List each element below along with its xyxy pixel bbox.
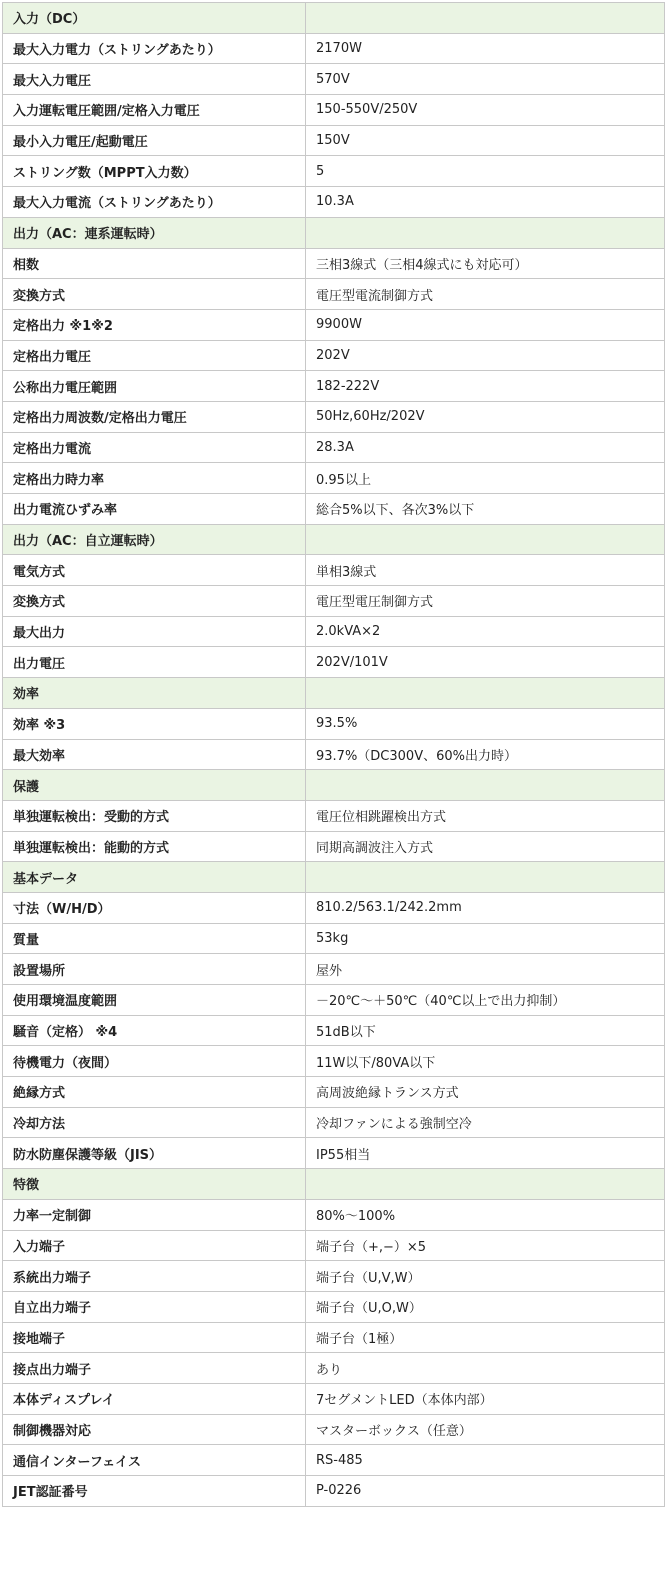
spec-table <box>2 2 665 1507</box>
spec-row <box>3 1015 665 1046</box>
spec-label: 最大入力電圧 <box>3 64 306 95</box>
spec-value: IP55相当 <box>306 1138 665 1169</box>
spec-value: 端子台（U,V,W） <box>306 1261 665 1292</box>
spec-row <box>3 340 665 371</box>
spec-row <box>3 1046 665 1077</box>
spec-value: あり <box>306 1353 665 1384</box>
spec-label: 系統出力端子 <box>3 1261 306 1292</box>
section-header-row <box>3 1169 665 1200</box>
spec-label: 入力端子 <box>3 1230 306 1261</box>
spec-row <box>3 1077 665 1108</box>
spec-label: 防水防塵保護等級（JIS） <box>3 1138 306 1169</box>
spec-label: 単独運転検出：能動的方式 <box>3 831 306 862</box>
spec-label: 接点出力端子 <box>3 1353 306 1384</box>
spec-value: 高周波絶縁トランス方式 <box>306 1077 665 1108</box>
spec-value: 51dB以下 <box>306 1015 665 1046</box>
spec-row <box>3 985 665 1016</box>
spec-row <box>3 1138 665 1169</box>
section-header-row <box>3 217 665 248</box>
spec-value: マスターボックス（任意） <box>306 1414 665 1445</box>
spec-row <box>3 463 665 494</box>
section-header-row <box>3 770 665 801</box>
section-value-empty <box>306 3 665 34</box>
spec-value: 10.3A <box>306 187 665 218</box>
spec-row <box>3 647 665 678</box>
section-header-row <box>3 862 665 893</box>
section-title: 基本データ <box>3 862 306 893</box>
spec-row <box>3 1322 665 1353</box>
spec-value: 50Hz,60Hz/202V <box>306 401 665 432</box>
spec-label: 騒音（定格） ※4 <box>3 1015 306 1046</box>
spec-label: 制御機器対応 <box>3 1414 306 1445</box>
spec-value: 150V <box>306 125 665 156</box>
spec-row <box>3 371 665 402</box>
spec-label: 最大効率 <box>3 739 306 770</box>
spec-label: 自立出力端子 <box>3 1291 306 1322</box>
spec-label: 定格出力 ※1※2 <box>3 309 306 340</box>
spec-label: 出力電流ひずみ率 <box>3 494 306 525</box>
spec-value: 総合5%以下、各次3%以下 <box>306 494 665 525</box>
spec-value: 182-222V <box>306 371 665 402</box>
spec-value: 端子台（+,−）×5 <box>306 1230 665 1261</box>
spec-row <box>3 616 665 647</box>
spec-row <box>3 309 665 340</box>
spec-value: 同期高調波注入方式 <box>306 831 665 862</box>
spec-table-body <box>3 3 665 1507</box>
spec-label: 冷却方法 <box>3 1107 306 1138</box>
spec-value: 11W以下/80VA以下 <box>306 1046 665 1077</box>
spec-value: 7セグメントLED（本体内部） <box>306 1383 665 1414</box>
section-title: 保護 <box>3 770 306 801</box>
spec-label: 最大入力電力（ストリングあたり） <box>3 33 306 64</box>
spec-label: 変換方式 <box>3 586 306 617</box>
spec-value: 2170W <box>306 33 665 64</box>
section-value-empty <box>306 678 665 709</box>
spec-value: P-0226 <box>306 1476 665 1507</box>
spec-value: 202V <box>306 340 665 371</box>
spec-row <box>3 432 665 463</box>
spec-row <box>3 494 665 525</box>
spec-value: 202V/101V <box>306 647 665 678</box>
spec-row <box>3 156 665 187</box>
section-title: 効率 <box>3 678 306 709</box>
spec-value: RS-485 <box>306 1445 665 1476</box>
spec-label: 電気方式 <box>3 555 306 586</box>
spec-value: 単相3線式 <box>306 555 665 586</box>
spec-row <box>3 187 665 218</box>
section-header-row <box>3 678 665 709</box>
spec-label: 接地端子 <box>3 1322 306 1353</box>
spec-row <box>3 279 665 310</box>
spec-row <box>3 954 665 985</box>
section-header-row <box>3 3 665 34</box>
spec-row <box>3 892 665 923</box>
spec-row <box>3 401 665 432</box>
spec-row <box>3 1107 665 1138</box>
spec-row <box>3 1199 665 1230</box>
spec-label: 公称出力電圧範囲 <box>3 371 306 402</box>
spec-row <box>3 1230 665 1261</box>
spec-label: 出力電圧 <box>3 647 306 678</box>
spec-value: 93.7%（DC300V、60%出力時） <box>306 739 665 770</box>
spec-label: 絶縁方式 <box>3 1077 306 1108</box>
spec-value: 電圧位相跳躍検出方式 <box>306 800 665 831</box>
spec-label: 最大出力 <box>3 616 306 647</box>
spec-row <box>3 1261 665 1292</box>
spec-label: 定格出力時力率 <box>3 463 306 494</box>
section-value-empty <box>306 770 665 801</box>
spec-value: 9900W <box>306 309 665 340</box>
spec-row <box>3 739 665 770</box>
section-header-row <box>3 524 665 555</box>
spec-row <box>3 1383 665 1414</box>
spec-row <box>3 831 665 862</box>
spec-row <box>3 586 665 617</box>
spec-value: 屋外 <box>306 954 665 985</box>
spec-value: 三相3線式（三相4線式にも対応可） <box>306 248 665 279</box>
spec-value: 冷却ファンによる強制空冷 <box>306 1107 665 1138</box>
spec-label: 定格出力電圧 <box>3 340 306 371</box>
spec-row <box>3 923 665 954</box>
spec-label: 質量 <box>3 923 306 954</box>
spec-label: 変換方式 <box>3 279 306 310</box>
spec-label: 使用環境温度範囲 <box>3 985 306 1016</box>
section-title: 入力（DC） <box>3 3 306 34</box>
spec-row <box>3 125 665 156</box>
spec-value: 2.0kVA×2 <box>306 616 665 647</box>
spec-row <box>3 1476 665 1507</box>
spec-row <box>3 64 665 95</box>
spec-value: －20℃～＋50℃（40℃以上で出力抑制） <box>306 985 665 1016</box>
spec-row <box>3 1445 665 1476</box>
spec-label: 効率 ※3 <box>3 708 306 739</box>
spec-value: 28.3A <box>306 432 665 463</box>
spec-row <box>3 1353 665 1384</box>
section-value-empty <box>306 1169 665 1200</box>
spec-label: 定格出力電流 <box>3 432 306 463</box>
spec-value: 電圧型電圧制御方式 <box>306 586 665 617</box>
spec-value: 570V <box>306 64 665 95</box>
spec-label: 最大入力電流（ストリングあたり） <box>3 187 306 218</box>
spec-value: 150-550V/250V <box>306 95 665 126</box>
spec-row <box>3 95 665 126</box>
spec-value: 電圧型電流制御方式 <box>306 279 665 310</box>
spec-label: ストリング数（MPPT入力数） <box>3 156 306 187</box>
section-title: 出力（AC：連系運転時） <box>3 217 306 248</box>
spec-value: 0.95以上 <box>306 463 665 494</box>
spec-label: 寸法（W/H/D） <box>3 892 306 923</box>
section-value-empty <box>306 217 665 248</box>
spec-row <box>3 555 665 586</box>
section-title: 出力（AC：自立運転時） <box>3 524 306 555</box>
spec-value: 端子台（1極） <box>306 1322 665 1353</box>
spec-value: 53kg <box>306 923 665 954</box>
spec-label: 通信インターフェイス <box>3 1445 306 1476</box>
spec-value: 810.2/563.1/242.2mm <box>306 892 665 923</box>
spec-value: 5 <box>306 156 665 187</box>
section-title: 特徴 <box>3 1169 306 1200</box>
spec-label: JET認証番号 <box>3 1476 306 1507</box>
spec-label: 相数 <box>3 248 306 279</box>
spec-label: 入力運転電圧範囲/定格入力電圧 <box>3 95 306 126</box>
spec-label: 力率一定制御 <box>3 1199 306 1230</box>
spec-value: 端子台（U,O,W） <box>306 1291 665 1322</box>
spec-label: 単独運転検出：受動的方式 <box>3 800 306 831</box>
spec-row <box>3 248 665 279</box>
section-value-empty <box>306 862 665 893</box>
section-value-empty <box>306 524 665 555</box>
spec-row <box>3 800 665 831</box>
spec-label: 本体ディスプレイ <box>3 1383 306 1414</box>
spec-row <box>3 1414 665 1445</box>
spec-value: 80%～100% <box>306 1199 665 1230</box>
spec-label: 待機電力（夜間） <box>3 1046 306 1077</box>
spec-label: 定格出力周波数/定格出力電圧 <box>3 401 306 432</box>
spec-row <box>3 33 665 64</box>
spec-row <box>3 1291 665 1322</box>
spec-label: 最小入力電圧/起動電圧 <box>3 125 306 156</box>
spec-row <box>3 708 665 739</box>
spec-value: 93.5% <box>306 708 665 739</box>
spec-label: 設置場所 <box>3 954 306 985</box>
